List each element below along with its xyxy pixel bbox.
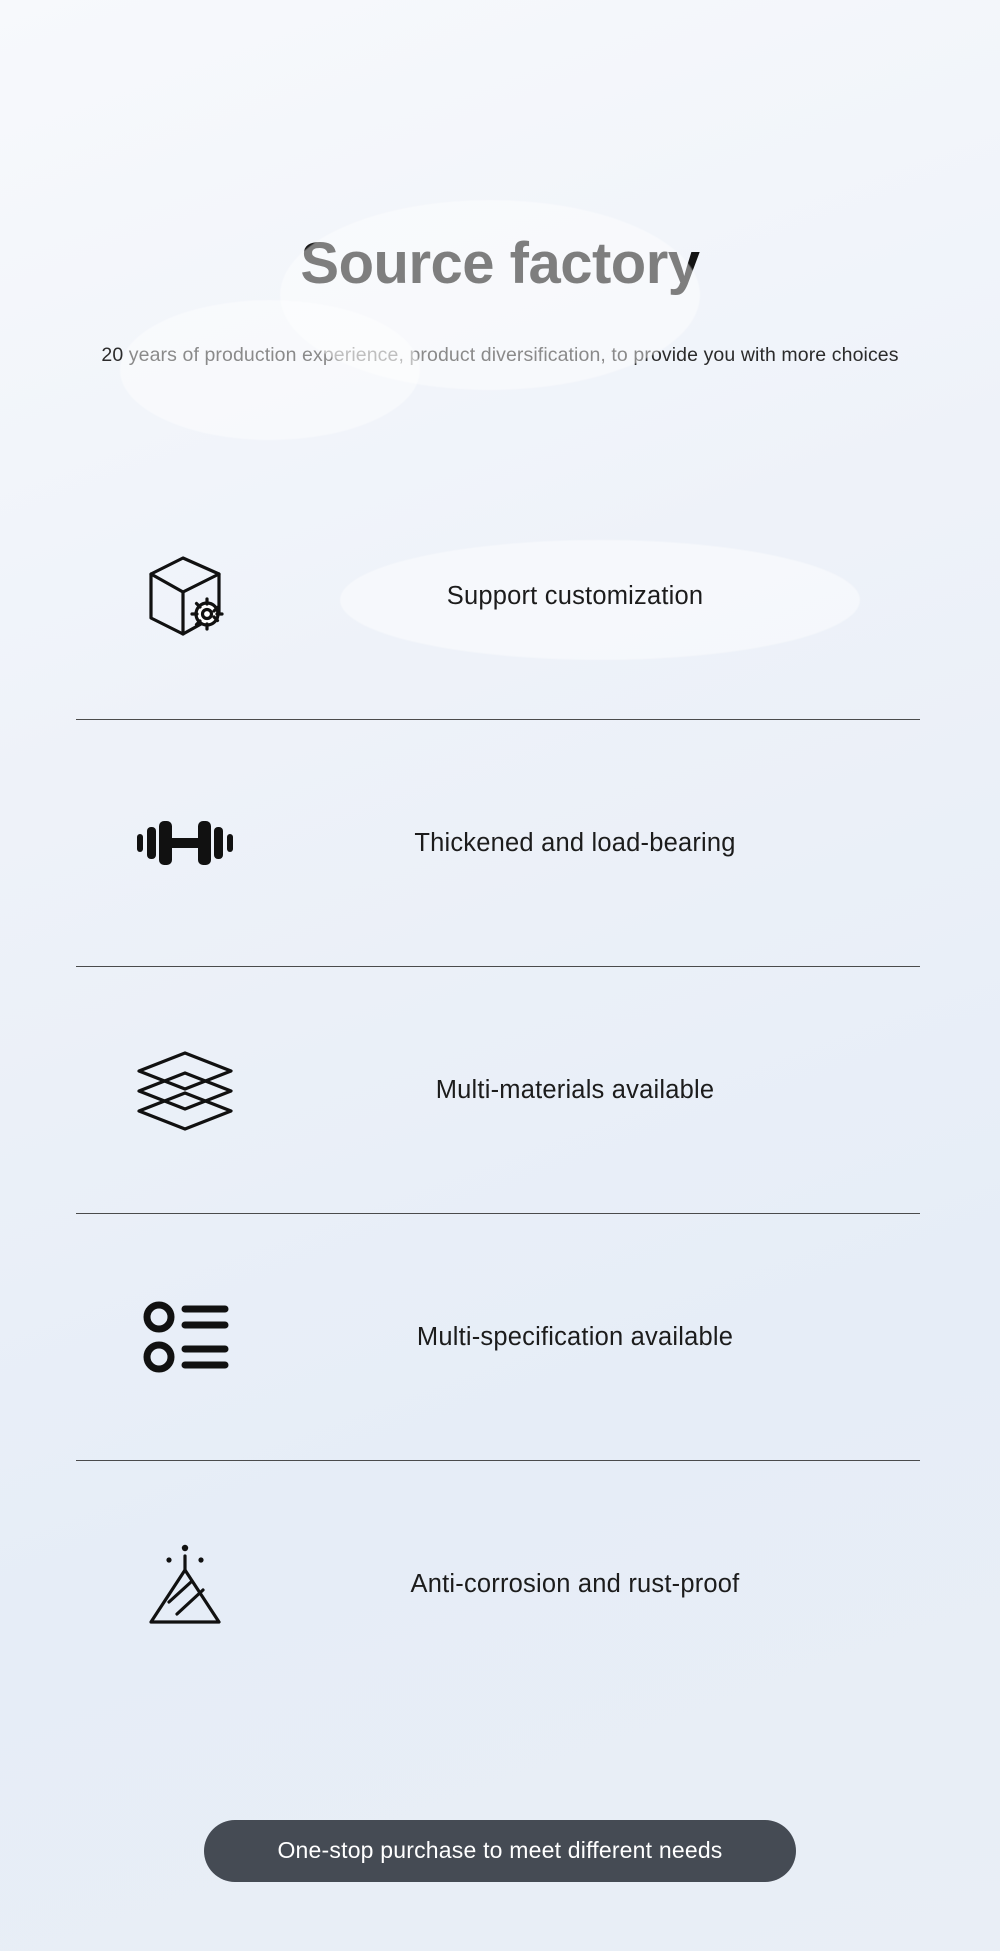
feature-label: Anti-corrosion and rust-proof: [410, 1569, 740, 1598]
feature-row: [80, 1214, 920, 1461]
box-gear-icon: [80, 548, 290, 644]
page-subtitle: 20 years of production experience, product diversification, to provide you with more choices: [101, 343, 899, 366]
feature-label: Thickened and load-bearing: [414, 828, 736, 857]
anti-corrosion-icon: [80, 1536, 290, 1632]
page-title: Source factory: [300, 231, 700, 296]
feature-row: [80, 1461, 920, 1708]
feature-row: [80, 473, 920, 720]
cta-container: [80, 1820, 920, 1882]
one-stop-purchase-button[interactable]: One-stop purchase to meet different needs: [204, 1820, 796, 1882]
feature-label: Multi-materials available: [435, 1075, 715, 1104]
layers-icon: [80, 1047, 290, 1133]
feature-list: [80, 473, 920, 1708]
list-options-icon: [80, 1297, 290, 1377]
feature-label: Multi-specification available: [416, 1322, 734, 1351]
feature-row: [80, 720, 920, 967]
dumbbell-icon: [80, 808, 290, 878]
feature-row: [80, 967, 920, 1214]
page-header: [80, 0, 920, 367]
feature-label: Support customization: [446, 581, 704, 610]
